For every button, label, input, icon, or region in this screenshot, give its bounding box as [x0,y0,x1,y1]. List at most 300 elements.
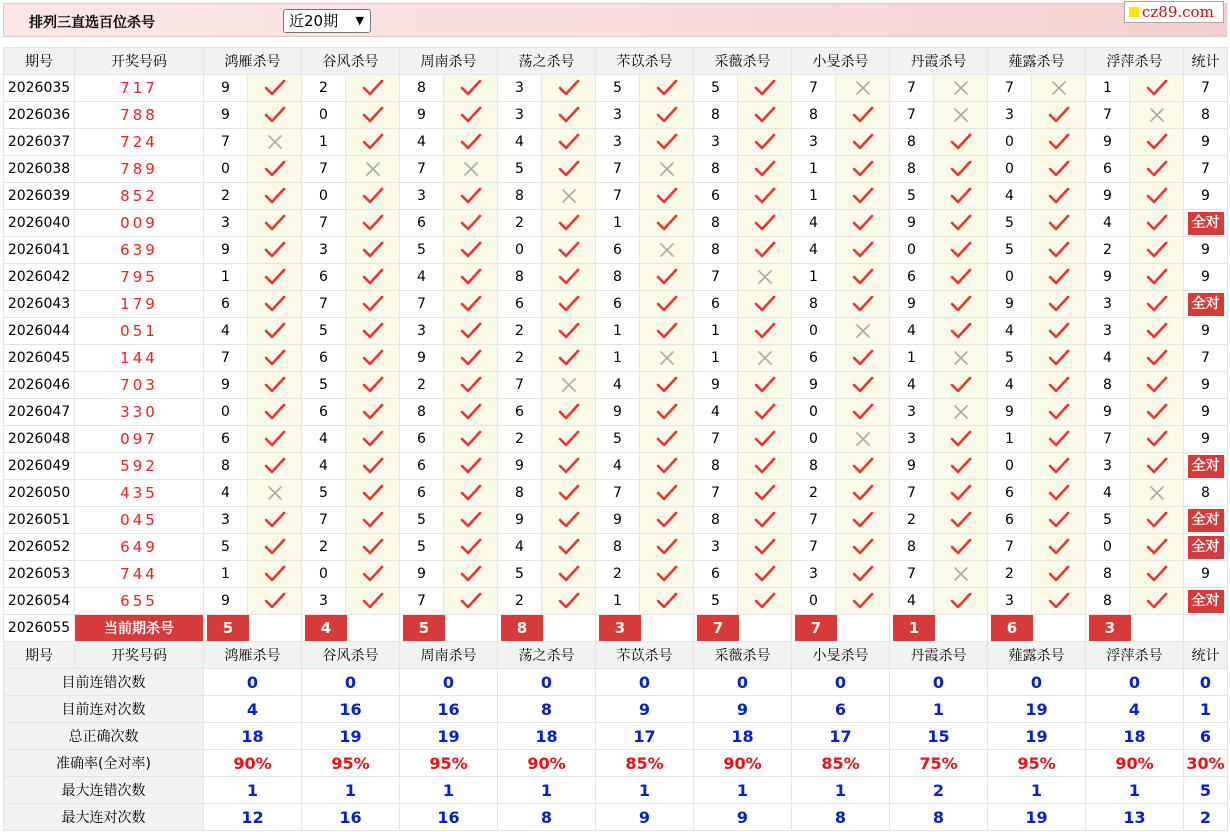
kill-number: 7 [204,345,248,372]
kill-number: 0 [204,399,248,426]
check-mark-icon [934,507,988,534]
check-mark-icon [346,102,400,129]
stats-count: 0 [1184,669,1228,696]
check-mark-icon [346,480,400,507]
kill-number: 5 [302,318,346,345]
check-mark-icon [836,534,890,561]
row-count [1184,507,1228,534]
kill-number: 7 [302,210,346,237]
kill-number: 0 [988,453,1032,480]
check-mark-icon [640,291,694,318]
stats-value: 85% [596,750,694,777]
current-kill-pick [204,615,302,642]
kill-number: 3 [204,210,248,237]
check-mark-icon [934,129,988,156]
cross-mark-icon [836,318,890,345]
kill-number: 3 [400,183,444,210]
kill-number: 8 [1086,561,1130,588]
kill-number: 5 [400,237,444,264]
kill-number: 4 [1086,345,1130,372]
check-mark-icon [346,453,400,480]
check-mark-icon [248,183,302,210]
kill-number: 8 [694,156,738,183]
check-mark-icon [1130,129,1184,156]
check-mark-icon [444,453,498,480]
kill-number: 9 [890,291,934,318]
check-mark-icon [444,534,498,561]
check-mark-icon [248,453,302,480]
stats-label: 总正确次数 [4,723,204,750]
kill-number: 6 [988,507,1032,534]
kill-number: 7 [890,75,934,102]
check-mark-icon [640,453,694,480]
kill-number: 6 [596,291,640,318]
cross-mark-icon [934,561,988,588]
stats-value: 95% [988,750,1086,777]
stats-count: 6 [1184,723,1228,750]
winning-number: 744 [75,561,204,588]
stats-value: 16 [302,804,400,831]
kill-number: 7 [1086,102,1130,129]
check-mark-icon [738,561,792,588]
kill-number: 8 [498,183,542,210]
current-kill-pick [596,615,694,642]
stats-count: 2 [1184,804,1228,831]
kill-number: 6 [302,399,346,426]
kill-number: 7 [400,156,444,183]
check-mark-icon [1032,264,1086,291]
kill-number: 5 [988,237,1032,264]
kill-number: 9 [400,561,444,588]
stats-value: 90% [694,750,792,777]
kill-number: 0 [988,156,1032,183]
kill-number: 5 [890,183,934,210]
header-expert: 薤露杀号 [988,642,1086,669]
check-mark-icon [1032,561,1086,588]
stats-value: 1 [498,777,596,804]
stats-value: 19 [988,804,1086,831]
kill-number: 5 [302,480,346,507]
header-expert: 芣苡杀号 [596,642,694,669]
check-mark-icon [346,264,400,291]
kill-number: 4 [596,453,640,480]
kill-number: 6 [694,561,738,588]
check-mark-icon [346,372,400,399]
kill-number: 9 [1086,129,1130,156]
issue-cell: 2026047 [4,399,75,426]
winning-number: 330 [75,399,204,426]
check-mark-icon [1130,453,1184,480]
header-expert: 采薇杀号 [694,642,792,669]
stats-value: 90% [204,750,302,777]
kill-number: 1 [792,183,836,210]
issue-cell: 2026046 [4,372,75,399]
kill-number: 2 [498,318,542,345]
kill-number: 3 [694,129,738,156]
stats-value: 0 [302,669,400,696]
check-mark-icon [542,264,596,291]
current-kill-pick [792,615,890,642]
kill-number: 0 [792,426,836,453]
check-mark-icon [836,480,890,507]
check-mark-icon [542,156,596,183]
check-mark-icon [1032,534,1086,561]
stats-value: 90% [498,750,596,777]
kill-number: 2 [988,561,1032,588]
header-issue: 期号 [4,642,75,669]
winning-number: 655 [75,588,204,615]
check-mark-icon [248,291,302,318]
kill-number: 4 [302,453,346,480]
full-correct-badge: 全对 [1188,293,1224,316]
stats-value: 0 [1086,669,1184,696]
check-mark-icon [640,534,694,561]
stats-value: 9 [596,804,694,831]
check-mark-icon [1130,399,1184,426]
stats-label: 准确率(全对率) [4,750,204,777]
kill-number: 4 [988,372,1032,399]
cross-mark-icon [1130,480,1184,507]
table-row [4,183,1228,210]
winning-number: 724 [75,129,204,156]
kill-number: 9 [204,588,248,615]
kill-number: 8 [694,453,738,480]
kill-number: 0 [1086,534,1130,561]
stats-row [4,804,1228,831]
table-row [4,588,1228,615]
check-mark-icon [542,480,596,507]
header-expert: 小旻杀号 [792,642,890,669]
cross-mark-icon [934,399,988,426]
check-mark-icon [248,345,302,372]
full-correct-badge: 全对 [1188,509,1224,532]
check-mark-icon [1130,426,1184,453]
check-mark-icon [934,453,988,480]
kill-number: 7 [694,480,738,507]
kill-number: 4 [596,372,640,399]
pick-badge: 7 [795,615,837,641]
check-mark-icon [346,237,400,264]
kill-number: 8 [890,534,934,561]
stats-value: 17 [596,723,694,750]
kill-number: 6 [400,426,444,453]
kill-number: 2 [204,183,248,210]
kill-number: 6 [204,426,248,453]
check-mark-icon [346,588,400,615]
check-mark-icon [444,480,498,507]
check-mark-icon [640,102,694,129]
stats-value: 8 [890,804,988,831]
check-mark-icon [1032,480,1086,507]
current-row [4,615,1228,642]
kill-number: 6 [498,291,542,318]
stats-value: 0 [400,669,498,696]
kill-number: 5 [988,345,1032,372]
kill-number: 0 [890,237,934,264]
row-count [1184,453,1228,480]
cross-mark-icon [444,156,498,183]
table-row [4,480,1228,507]
kill-number: 6 [400,210,444,237]
kill-number: 2 [302,534,346,561]
check-mark-icon [1032,399,1086,426]
kill-number: 1 [988,426,1032,453]
kill-number: 6 [400,453,444,480]
header-expert: 丹霞杀号 [890,642,988,669]
header-issue: 期号 [4,48,75,75]
row-count [1184,291,1228,318]
check-mark-icon [1032,507,1086,534]
check-mark-icon [836,129,890,156]
kill-number: 9 [1086,399,1130,426]
kill-number: 4 [890,588,934,615]
check-mark-icon [1032,237,1086,264]
kill-number: 9 [204,75,248,102]
header-number: 开奖号码 [75,48,204,75]
kill-number: 3 [988,588,1032,615]
check-mark-icon [1130,183,1184,210]
header-expert: 浮萍杀号 [1086,642,1184,669]
cross-mark-icon [836,75,890,102]
kill-number: 3 [988,102,1032,129]
header-expert: 谷风杀号 [302,642,400,669]
check-mark-icon [1130,507,1184,534]
check-mark-icon [346,75,400,102]
site-logo[interactable] [1124,1,1224,23]
kill-number: 2 [498,345,542,372]
kill-number: 9 [792,372,836,399]
kill-number: 9 [204,372,248,399]
kill-number: 9 [596,399,640,426]
stats-count: 5 [1184,777,1228,804]
pick-badge: 5 [403,615,445,641]
check-mark-icon [346,183,400,210]
kill-number: 1 [204,561,248,588]
check-mark-icon [346,534,400,561]
table-row [4,264,1228,291]
check-mark-icon [934,156,988,183]
check-mark-icon [640,210,694,237]
winning-number: 639 [75,237,204,264]
page-title: 排列三直选百位杀号 [29,15,155,31]
kill-number: 3 [1086,291,1130,318]
check-mark-icon [738,399,792,426]
kill-number: 7 [596,183,640,210]
issue-cell: 2026044 [4,318,75,345]
kill-number: 0 [792,588,836,615]
kill-number: 9 [400,345,444,372]
check-mark-icon [738,102,792,129]
stats-label: 目前连对次数 [4,696,204,723]
kill-number: 3 [302,588,346,615]
cross-mark-icon [640,156,694,183]
check-mark-icon [640,75,694,102]
check-mark-icon [640,399,694,426]
check-mark-icon [444,372,498,399]
kill-number: 4 [988,183,1032,210]
kill-number: 8 [792,102,836,129]
check-mark-icon [542,426,596,453]
check-mark-icon [542,561,596,588]
kill-number: 5 [204,534,248,561]
stats-value: 17 [792,723,890,750]
check-mark-icon [1032,588,1086,615]
kill-number: 8 [890,129,934,156]
check-mark-icon [1032,129,1086,156]
kill-number: 2 [498,210,542,237]
header-expert: 小旻杀号 [792,48,890,75]
kill-number: 9 [988,291,1032,318]
pick-badge: 3 [599,615,641,641]
kill-number: 5 [498,156,542,183]
kill-number: 6 [694,291,738,318]
kill-number: 1 [792,156,836,183]
issue-cell: 2026050 [4,480,75,507]
kill-number: 8 [694,210,738,237]
issue-cell: 2026038 [4,156,75,183]
check-mark-icon [444,345,498,372]
kill-number: 8 [694,237,738,264]
stats-value: 1 [694,777,792,804]
kill-number: 8 [498,264,542,291]
winning-number: 852 [75,183,204,210]
check-mark-icon [836,102,890,129]
check-mark-icon [444,291,498,318]
row-count: 9 [1184,237,1228,264]
full-correct-badge: 全对 [1188,536,1224,559]
kill-number: 1 [694,318,738,345]
stats-row [4,669,1228,696]
kill-number: 9 [1086,183,1130,210]
table-row [4,210,1228,237]
check-mark-icon [1032,345,1086,372]
kill-number: 4 [890,372,934,399]
stats-value: 90% [1086,750,1184,777]
kill-number: 4 [988,318,1032,345]
stats-label: 目前连错次数 [4,669,204,696]
kill-number: 6 [302,264,346,291]
kill-number: 5 [694,588,738,615]
check-mark-icon [738,534,792,561]
check-mark-icon [444,210,498,237]
kill-number: 1 [890,345,934,372]
header-expert: 周南杀号 [400,48,498,75]
stats-value: 1 [302,777,400,804]
current-kill-pick [890,615,988,642]
check-mark-icon [542,345,596,372]
check-mark-icon [640,318,694,345]
check-mark-icon [836,183,890,210]
stats-value: 16 [302,696,400,723]
winning-number: 788 [75,102,204,129]
kill-number: 3 [890,426,934,453]
cross-mark-icon [934,345,988,372]
kill-number: 8 [596,534,640,561]
kill-number: 4 [204,480,248,507]
kill-number: 5 [400,507,444,534]
header-expert: 采薇杀号 [694,48,792,75]
check-mark-icon [346,129,400,156]
issue-cell: 2026054 [4,588,75,615]
kill-number-table [3,47,1228,831]
check-mark-icon [738,507,792,534]
kill-number: 5 [302,372,346,399]
check-mark-icon [934,210,988,237]
check-mark-icon [640,561,694,588]
stats-value: 8 [792,804,890,831]
check-mark-icon [542,291,596,318]
stats-value: 18 [1086,723,1184,750]
row-count: 7 [1184,156,1228,183]
check-mark-icon [444,318,498,345]
check-mark-icon [248,372,302,399]
check-mark-icon [836,345,890,372]
row-count [1184,210,1228,237]
kill-number: 2 [498,588,542,615]
cross-mark-icon [640,237,694,264]
kill-number: 3 [498,75,542,102]
stats-value: 0 [204,669,302,696]
check-mark-icon [1032,183,1086,210]
current-kill-pick [498,615,596,642]
cross-mark-icon [1130,102,1184,129]
check-mark-icon [738,588,792,615]
stats-value: 8 [498,804,596,831]
stats-value: 95% [400,750,498,777]
kill-number: 8 [694,507,738,534]
kill-number: 8 [400,399,444,426]
check-mark-icon [934,291,988,318]
stats-count: 30% [1184,750,1228,777]
kill-number: 0 [204,156,248,183]
kill-number: 8 [498,480,542,507]
check-mark-icon [738,426,792,453]
check-mark-icon [1130,372,1184,399]
check-mark-icon [738,291,792,318]
kill-number: 7 [400,588,444,615]
issue-cell: 2026035 [4,75,75,102]
kill-number: 7 [792,75,836,102]
kill-number: 5 [988,210,1032,237]
full-correct-badge: 全对 [1188,455,1224,478]
check-mark-icon [934,237,988,264]
period-select[interactable] [283,9,371,33]
kill-number: 1 [596,318,640,345]
stats-value: 1 [890,696,988,723]
table-row [4,291,1228,318]
table-row [4,534,1228,561]
issue-cell: 2026049 [4,453,75,480]
issue-cell: 2026053 [4,561,75,588]
check-mark-icon [836,237,890,264]
header-expert: 芣苡杀号 [596,48,694,75]
check-mark-icon [542,534,596,561]
check-mark-icon [836,399,890,426]
check-mark-icon [248,534,302,561]
check-mark-icon [836,507,890,534]
issue-cell: 2026052 [4,534,75,561]
current-kill-pick [400,615,498,642]
table-row [4,372,1228,399]
stats-value: 0 [596,669,694,696]
winning-number: 795 [75,264,204,291]
row-count: 8 [1184,480,1228,507]
kill-number: 7 [694,264,738,291]
header-count: 统计 [1184,642,1228,669]
kill-number: 4 [302,426,346,453]
check-mark-icon [640,129,694,156]
check-mark-icon [248,561,302,588]
